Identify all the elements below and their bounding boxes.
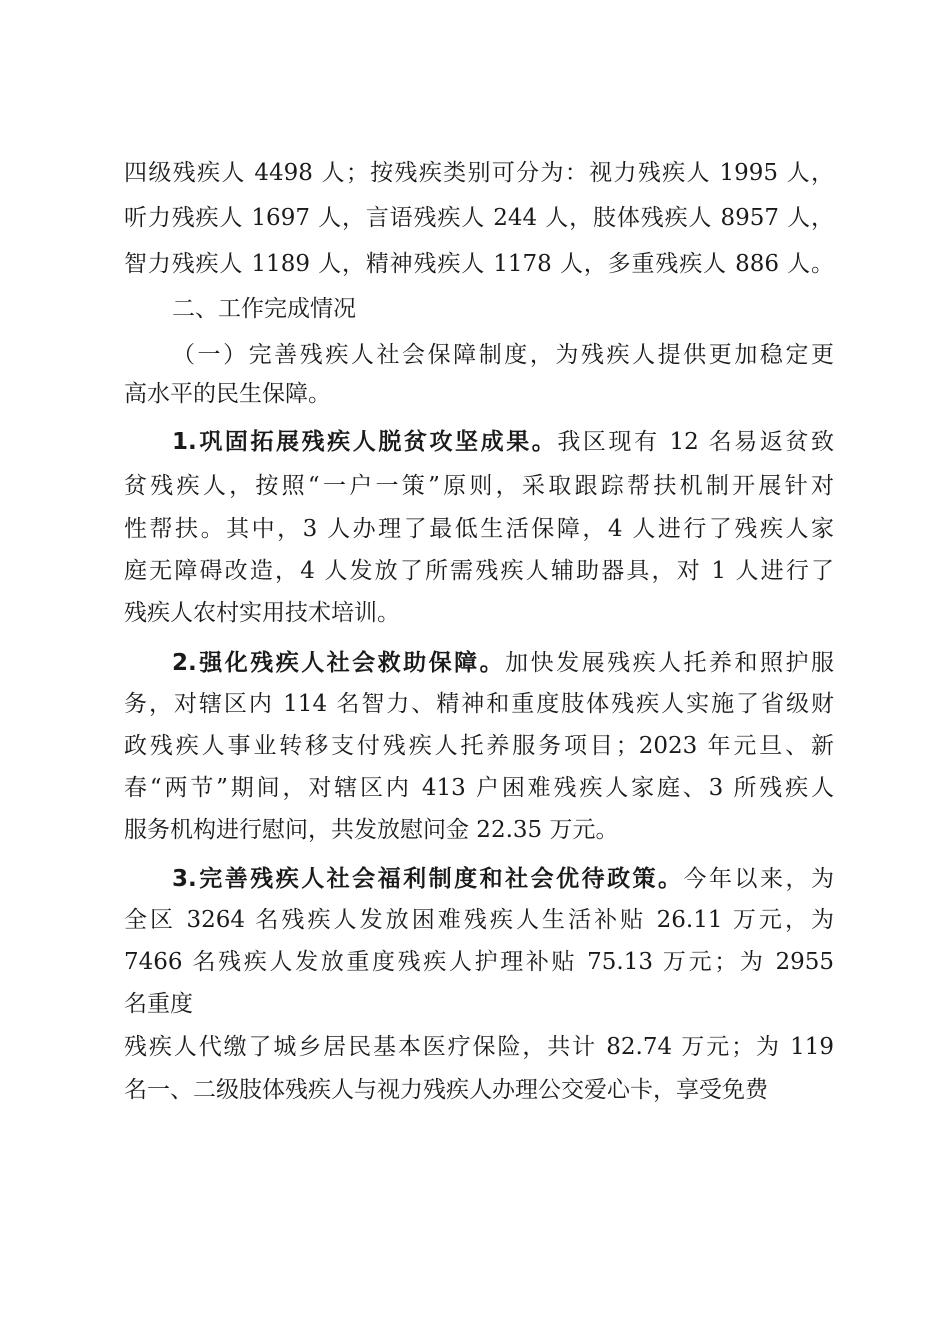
body-line: 政残疾人事业转移支付残疾人托养服务项目；2023 年元旦、新 bbox=[124, 733, 834, 759]
body-line: 名一、二级肢体残疾人与视力残疾人办理公交爱心卡，享受免费 bbox=[124, 1077, 768, 1103]
paragraph-2-heading: 2.强化残疾人社会救助保障。 bbox=[172, 650, 506, 676]
body-line: 全区 3264 名残疾人发放困难残疾人生活补贴 26.11 万元，为 bbox=[124, 907, 834, 933]
body-line: 智力残疾人 1189 人，精神残疾人 1178 人，多重残疾人 886 人。 bbox=[124, 251, 834, 277]
body-line: 听力残疾人 1697 人，言语残疾人 244 人，肢体残疾人 8957 人， bbox=[124, 205, 834, 231]
subsection-heading-line: （一）完善残疾人社会保障制度，为残疾人提供更加稳定更 bbox=[172, 342, 834, 368]
paragraph-3-heading: 3.完善残疾人社会福利制度和社会优待政策。 bbox=[172, 866, 684, 892]
body-line: 春“两节”期间，对辖区内 413 户困难残疾人家庭、3 所残疾人 bbox=[124, 775, 834, 801]
body-line: 四级残疾人 4498 人；按残疾类别可分为：视力残疾人 1995 人， bbox=[124, 160, 834, 186]
body-line: 残疾人代缴了城乡居民基本医疗保险，共计 82.74 万元；为 119 bbox=[124, 1034, 834, 1060]
body-line: 7466 名残疾人发放重度残疾人护理补贴 75.13 万元；为 2955 bbox=[124, 949, 834, 975]
section-heading: 二、工作完成情况 bbox=[172, 296, 356, 322]
body-line: 名重度 bbox=[124, 991, 193, 1017]
body-line: 贫残疾人，按照“一户一策”原则，采取跟踪帮扶机制开展针对 bbox=[124, 473, 834, 499]
body-line: 庭无障碍改造，4 人发放了所需残疾人辅助器具，对 1 人进行了 bbox=[124, 558, 834, 584]
paragraph-3-first-line: 3.完善残疾人社会福利制度和社会优待政策。今年以来，为 bbox=[172, 866, 834, 892]
subsection-heading-line: 高水平的民生保障。 bbox=[124, 381, 331, 407]
paragraph-1-heading: 1.巩固拓展残疾人脱贫攻坚成果。 bbox=[172, 429, 558, 455]
body-line: 务，对辖区内 114 名智力、精神和重度肢体残疾人实施了省级财 bbox=[124, 691, 834, 717]
body-line: 服务机构进行慰问，共发放慰问金 22.35 万元。 bbox=[124, 817, 619, 843]
paragraph-2-first-line: 2.强化残疾人社会救助保障。加快发展残疾人托养和照护服 bbox=[172, 650, 835, 676]
paragraph-1-first-line: 1.巩固拓展残疾人脱贫攻坚成果。我区现有 12 名易返贫致 bbox=[172, 429, 834, 455]
body-line: 残疾人农村实用技术培训。 bbox=[124, 600, 400, 626]
body-line: 性帮扶。其中，3 人办理了最低生活保障，4 人进行了残疾人家 bbox=[124, 516, 834, 542]
